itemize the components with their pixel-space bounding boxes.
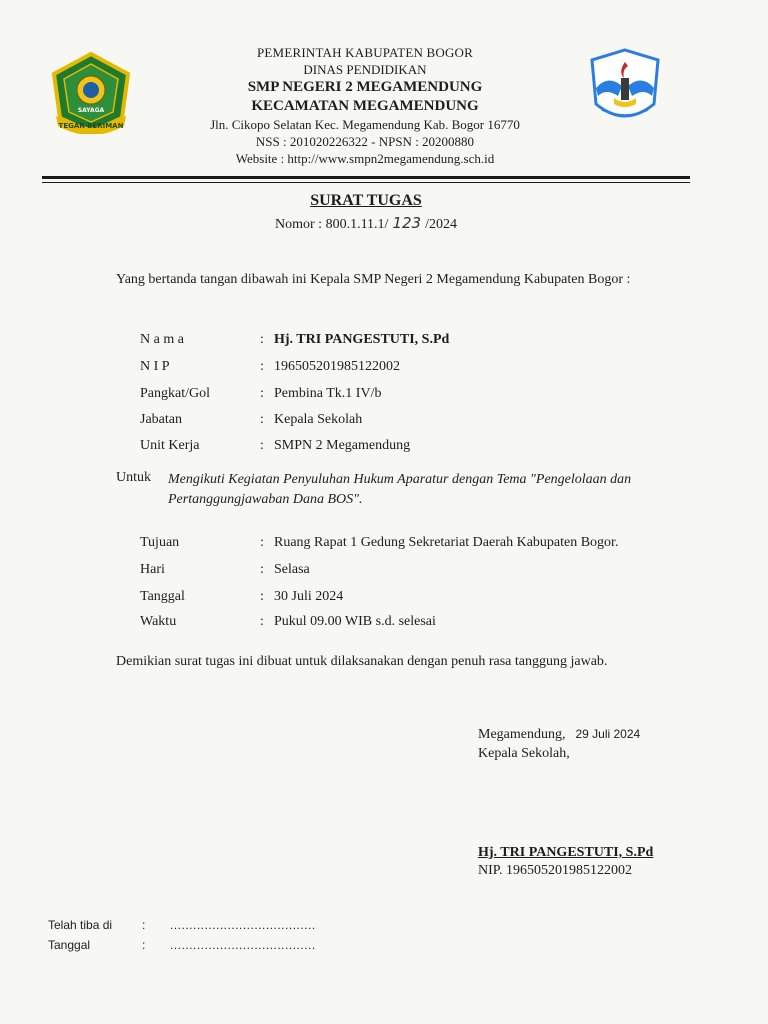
detail-value: Ruang Rapat 1 Gedung Sekretariat Daerah Kabupaten Bogor. <box>274 535 619 550</box>
identity-label: Jabatan <box>140 412 182 427</box>
letterhead-nss-npsn: NSS : 201020226322 - NPSN : 20200880 <box>255 134 475 149</box>
letter-number-prefix: Nomor : 800.1.11.1/ <box>275 217 389 232</box>
identity-value: Pembina Tk.1 IV/b <box>274 386 382 401</box>
footer-colon: : <box>142 938 146 952</box>
crest-motto-text: TEGAR BERIMAN <box>58 122 124 130</box>
identity-value: Hj. TRI PANGESTUTI, S.Pd <box>274 332 450 347</box>
identity-label: Pangkat/Gol <box>140 386 210 401</box>
separator: : <box>260 412 264 427</box>
footer-label: Telah tiba di <box>48 918 113 932</box>
detail-label: Waktu <box>140 614 177 629</box>
identity-value: Kepala Sekolah <box>274 412 363 427</box>
identity-value: SMPN 2 Megamendung <box>274 438 411 453</box>
identity-row-unit <box>140 438 410 454</box>
letterhead-school: SMP NEGERI 2 MEGAMENDUNG <box>247 79 483 95</box>
footer-date-row <box>48 938 316 952</box>
letterhead-department: DINAS PENDIDIKAN <box>303 62 427 77</box>
signature-nip: NIP. 196505201985122002 <box>478 863 633 878</box>
kabupaten-bogor-crest-icon <box>50 52 132 134</box>
separator: : <box>260 332 264 347</box>
footer-colon: : <box>142 918 146 932</box>
detail-label: Hari <box>140 562 165 577</box>
identity-label: N a m a <box>140 332 184 347</box>
signature-place: Megamendung, <box>478 727 566 742</box>
detail-row-time <box>140 614 436 630</box>
footer-arrival-row <box>48 918 316 932</box>
identity-row-nip <box>140 359 400 375</box>
letterhead-address: Jln. Cikopo Selatan Kec. Megamendung Kab. Bogor 16770 <box>210 117 520 132</box>
separator: : <box>260 359 264 374</box>
identity-row-rank <box>140 386 381 402</box>
letter-number <box>0 214 732 233</box>
letterhead-divider-thin <box>42 182 690 183</box>
letterhead-website: Website : http://www.smpn2megamendung.sch.id <box>235 151 495 166</box>
letterhead-divider-thick <box>42 176 690 179</box>
letterhead-government: PEMERINTAH KABUPATEN BOGOR <box>256 45 474 60</box>
footer-label: Tanggal <box>48 938 91 952</box>
intro-paragraph: Yang bertanda tangan dibawah ini Kepala SMP Negeri 2 Megamendung Kabupaten Bogor : <box>116 272 631 287</box>
detail-value: Pukul 09.00 WIB s.d. selesai <box>274 614 436 629</box>
purpose-text: Mengikuti Kegiatan Penyuluhan Hukum Aparatur dengan Tema "Pengelolaan dan Pertanggungjawaban Dana BOS". <box>168 472 632 507</box>
signature-position: Kepala Sekolah, <box>478 746 570 761</box>
identity-label: Unit Kerja <box>140 438 200 453</box>
signature-place-date <box>478 727 640 743</box>
letter-number-handwritten: 123 <box>392 214 422 232</box>
identity-value: 196505201985122002 <box>274 359 400 374</box>
detail-row-date <box>140 589 343 605</box>
detail-row-destination <box>140 535 618 551</box>
identity-label: N I P <box>140 359 170 374</box>
crest-inner-text: SAYAGA <box>77 107 105 114</box>
signature-name: Hj. TRI PANGESTUTI, S.Pd <box>478 845 654 860</box>
detail-value: 30 Juli 2024 <box>274 589 344 604</box>
separator: : <box>260 614 264 629</box>
letterhead-district: KECAMATAN MEGAMENDUNG <box>251 98 479 114</box>
separator: : <box>260 562 264 577</box>
identity-row-name <box>140 332 449 348</box>
footer-fill-line: ...................................... <box>170 938 316 952</box>
footer-fill-line: ...................................... <box>170 918 316 932</box>
detail-label: Tanggal <box>140 589 185 604</box>
letterhead <box>150 44 580 167</box>
detail-label: Tujuan <box>140 535 180 550</box>
signature-date: 29 Juli 2024 <box>575 727 641 741</box>
identity-row-position <box>140 412 362 428</box>
letter-title: SURAT TUGAS <box>310 192 422 209</box>
closing-paragraph: Demikian surat tugas ini dibuat untuk dilaksanakan dengan penuh rasa tanggung jawab. <box>116 654 608 669</box>
purpose-label: Untuk <box>116 470 151 485</box>
letter-number-suffix: /2024 <box>425 217 457 232</box>
separator: : <box>260 535 264 550</box>
school-emblem-icon <box>588 48 662 128</box>
detail-value: Selasa <box>274 562 310 577</box>
detail-row-day <box>140 562 310 578</box>
separator: : <box>260 438 264 453</box>
separator: : <box>260 386 264 401</box>
separator: : <box>260 589 264 604</box>
